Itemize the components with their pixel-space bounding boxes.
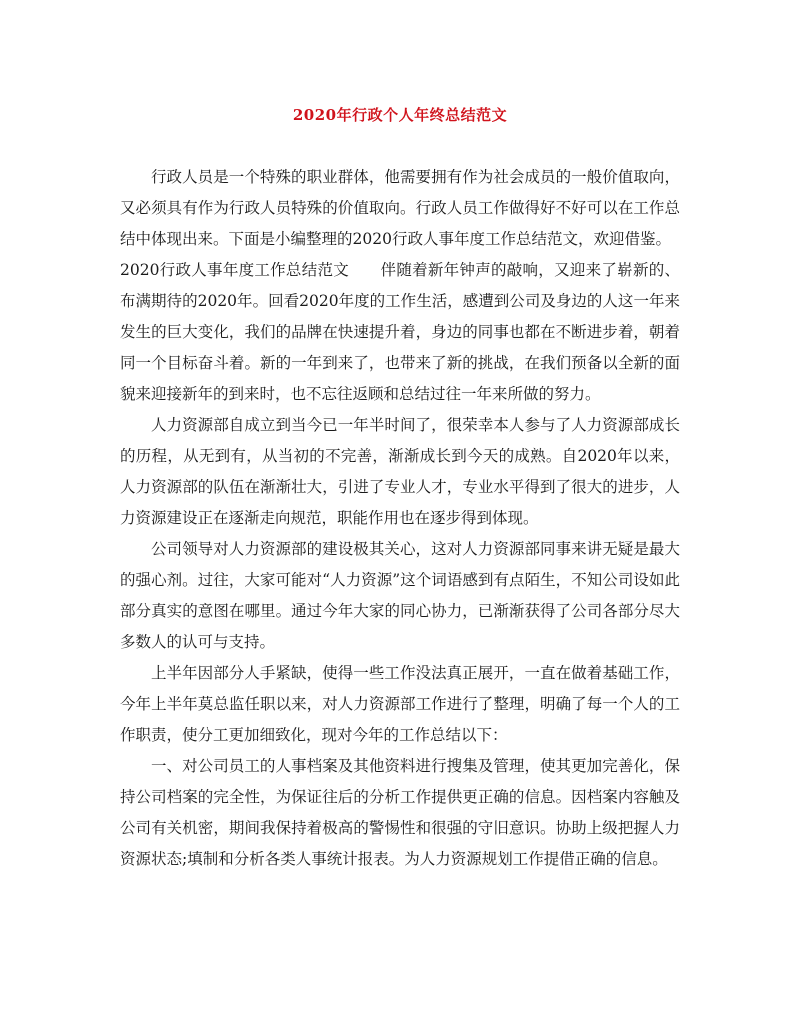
document-body xyxy=(120,162,680,875)
paragraph-first-half-year: 上半年因部分人手紧缺，使得一些工作没法真正展开，一直在做着基础工作，今年上半年莫总监任职以来，对人力资源部工作进行了整理，明确了每一个人的工作职责，使分工更加细致化，现对今年的工作总结以下： xyxy=(120,664,680,744)
paragraph-leadership-support: 公司领导对人力资源部的建设极其关心，这对人力资源部同事来讲无疑是最大的强心剂。过往，大家可能对“人力资源”这个词语感到有点陌生，不知公司设如此部分真实的意图在哪里。通过今年大家的同心协力，已渐渐获得了公司各部分尽大多数人的认可与支持。 xyxy=(120,540,680,651)
paragraph-hr-history: 人力资源部自成立到当今已一年半时间了，很荣幸本人参与了人力资源部成长的历程，从无到有，从当初的不完善，渐渐成长到今天的成熟。自2020年以来，人力资源部的队伍在渐渐壮大，引进了专业人才，专业水平得到了很大的进步，人力资源建设正在逐渐走向规范，职能作用也在逐步得到体现。 xyxy=(120,416,680,527)
paragraph-item-one: 一、对公司员工的人事档案及其他资料进行搜集及管理，使其更加完善化，保持公司档案的完全性，为保证往后的分析工作提供更正确的信息。因档案内容触及公司有关机密，期间我保持着极高的警惕性和很强的守旧意识。协助上级把握人力资源状态;填制和分析各类人事统计报表。为人力资源规划工作提借正确的信息。 xyxy=(120,757,680,868)
paragraph-intro: 行政人员是一个特殊的职业群体，他需要拥有作为社会成员的一般价值取向，又必须具有作为行政人员特殊的价值取向。行政人员工作做得好不好可以在工作总结中体现出来。下面是小编整理的2020行政人事年度工作总结范文，欢迎借鉴。 xyxy=(120,168,680,248)
paragraph-opening: 2020行政人事年度工作总结范文 伴随着新年钟声的敲响，又迎来了崭新的、布满期待的2020年。回看2020年度的工作生活，感遭到公司及身边的人这一年来发生的巨大变化，我们的品牌在快速提升着，身边的同事也都在不断进步着，朝着同一个目标奋斗着。新的一年到来了，也带来了新的挑战，在我们预备以全新的面貌来迎接新年的到来时，也不忘往返顾和总结过往一年来所做的努力。 xyxy=(120,261,680,403)
document-title: 2020年行政个人年终总结范文 xyxy=(292,106,508,124)
